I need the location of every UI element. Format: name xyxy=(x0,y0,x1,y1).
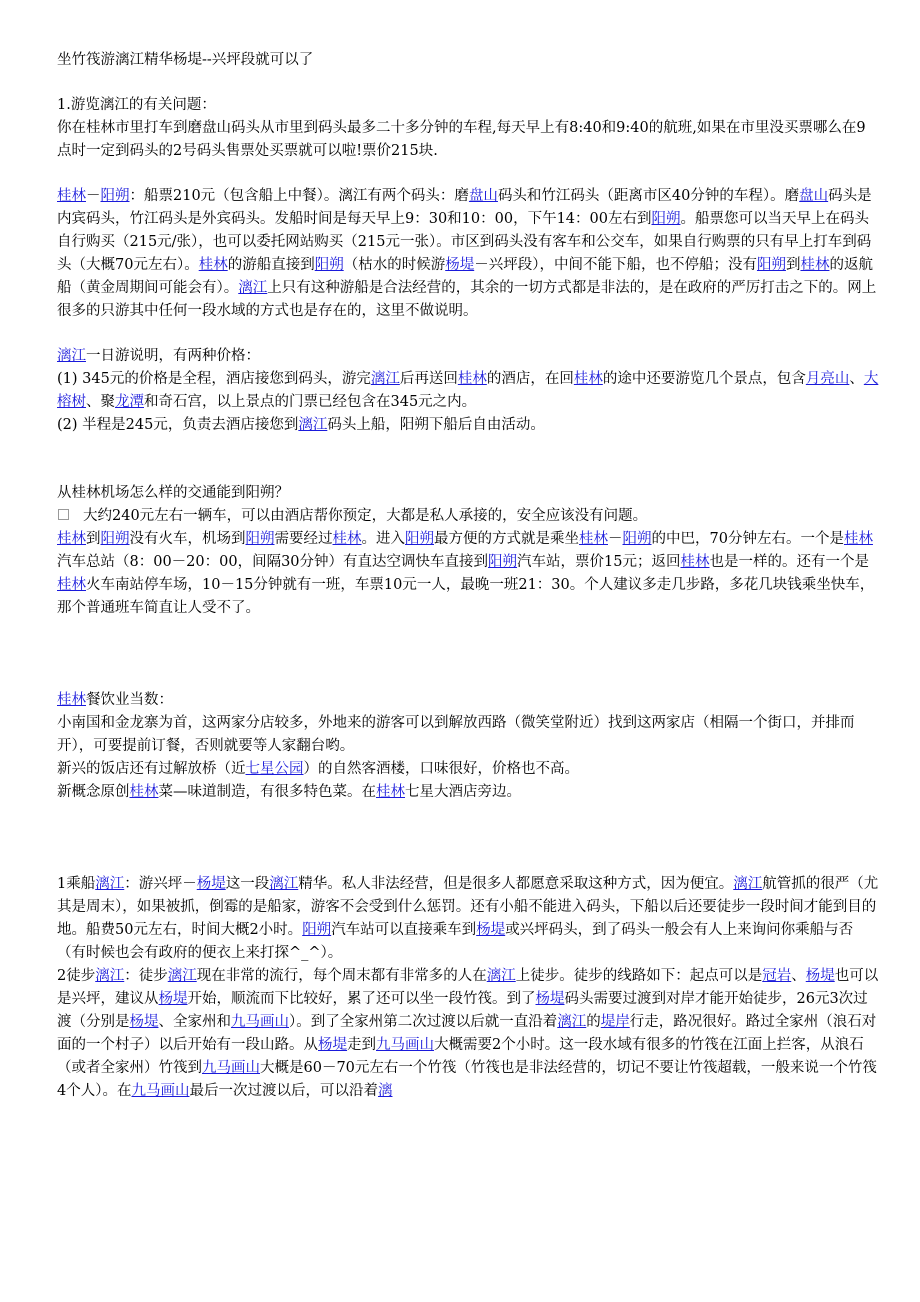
inline-link[interactable]: 桂林 xyxy=(57,531,86,547)
inline-link[interactable]: 阳朔 xyxy=(100,188,130,204)
text-run: 没有火车，机场到 xyxy=(129,531,246,547)
section3-item-1 xyxy=(57,368,879,414)
text-run: 1乘船 xyxy=(57,876,96,892)
text-run: (2) 半程是245元，负责去酒店接您到 xyxy=(57,417,299,433)
inline-link[interactable]: 九马画山 xyxy=(202,1060,260,1076)
inline-link[interactable]: 桂林 xyxy=(198,257,228,273)
inline-link[interactable]: 桂林 xyxy=(573,371,603,387)
text-run: 、 xyxy=(849,371,864,387)
text-run: 最后一次过渡以后，可以沿着 xyxy=(189,1083,378,1099)
text-run: 开始，顺流而下比较好，累了还可以坐一段竹筏。到了 xyxy=(187,991,536,1007)
inline-link[interactable]: 杨堤 xyxy=(196,876,226,892)
inline-link[interactable]: 漓江 xyxy=(733,876,763,892)
inline-link[interactable]: 桂林 xyxy=(57,692,86,708)
text-run: 。船票您可以当天早上在码头自行购买（215元/张），也可以委托网站购买（215元一张）。市区到码头没有客车和公交车，如果自行购票的只有早上打车到码头（大概70元左右）。 xyxy=(57,211,872,273)
inline-link[interactable]: 阳朔 xyxy=(302,922,332,938)
document-page xyxy=(57,49,879,1103)
inline-link[interactable]: 桂林 xyxy=(579,531,608,547)
text-run: 餐饮业当数： xyxy=(86,692,173,708)
inline-link[interactable]: 九马画山 xyxy=(231,1014,289,1030)
text-run: 到 xyxy=(86,531,101,547)
inline-link[interactable]: 阳朔 xyxy=(100,531,130,547)
inline-link[interactable]: 阳朔 xyxy=(314,257,344,273)
text-run: 汽车总站（8：00－20：00，间隔30分钟）有直达空调快车直接到 xyxy=(57,554,489,570)
section4-bullet xyxy=(57,505,879,528)
text-run: 七星大酒店旁边。 xyxy=(405,784,521,800)
text-run: 的游船直接到 xyxy=(227,257,315,273)
inline-link[interactable]: 桂林 xyxy=(843,531,873,547)
text-run: 码头和竹江码头（距离市区40分钟的车程）。磨 xyxy=(497,188,800,204)
inline-link[interactable]: 阳朔 xyxy=(622,531,652,547)
inline-link[interactable]: 漓江 xyxy=(238,280,268,296)
text-run: 航管抓的很严（尤其是周末），如果被抓，倒霉的是船家，游客不会受到什么惩罚。还有小船不能进入码头，下船以后还要徒步一段时间才能到目的地。船费50元左右，时间大概2小时。 xyxy=(57,876,879,938)
text-run: 码头是内宾码头，竹江码头是外宾码头。发船时间是每天早上9：30和10：00，下午14：00左右到 xyxy=(57,188,872,227)
inline-link[interactable]: 漓江 xyxy=(95,968,125,984)
inline-link[interactable]: 月亮山 xyxy=(805,371,850,387)
inline-link[interactable]: 漓江 xyxy=(370,371,400,387)
inline-link[interactable]: 漓江 xyxy=(95,876,125,892)
inline-link[interactable]: 杨堤 xyxy=(476,922,506,938)
text-run: 。进入 xyxy=(361,531,405,547)
text-run: 这一段 xyxy=(225,876,270,892)
text-run: 上徒步。徒步的线路如下：起点可以是 xyxy=(515,968,763,984)
text-run: 、 xyxy=(791,968,806,984)
text-run: 也是一样的。还有一个是 xyxy=(709,554,869,570)
section3-item-2 xyxy=(57,414,879,437)
text-run: － xyxy=(608,531,623,547)
inline-link[interactable]: 漓江 xyxy=(57,348,86,364)
inline-link[interactable]: 桂林 xyxy=(680,554,710,570)
text-run: 的返航船（黄金周期间可能会有）。 xyxy=(57,257,873,296)
text-run: 的途中还要游览几个景点，包含 xyxy=(602,371,806,387)
section2-paragraph xyxy=(57,185,879,323)
text-run: （枯水的时候游 xyxy=(343,257,446,273)
inline-link[interactable]: 桂林 xyxy=(57,577,86,593)
section4-heading: 从桂林机场怎么样的交通能到阳朔？ xyxy=(57,485,289,501)
text-run: 或兴坪码头，到了码头一般会有人上来询问你乘船与否（有时候也会有政府的便衣上来打探^_^）。 xyxy=(57,922,854,961)
text-run: 、全家州和 xyxy=(158,1014,231,1030)
inline-link[interactable]: 杨堤 xyxy=(445,257,475,273)
inline-link[interactable]: 盘山 xyxy=(799,188,829,204)
inline-link[interactable]: 漓江 xyxy=(557,1014,587,1030)
text-run: ）的自然客酒楼，口味很好，价格也不高。 xyxy=(303,761,579,777)
inline-link[interactable]: 杨堤 xyxy=(129,1014,159,1030)
text-run: 行走，路况很好。路过全家州（浪石对面的一个村子）以后开始有一段山路。从 xyxy=(57,1014,877,1053)
inline-link[interactable]: 杨堤 xyxy=(318,1037,347,1053)
text-run: 精华。私人非法经营，但是很多人都愿意采取这种方式，因为便宜。 xyxy=(298,876,734,892)
inline-link[interactable]: 盘山 xyxy=(468,188,498,204)
section6-paragraph-2 xyxy=(57,965,879,1103)
inline-link[interactable]: 阳朔 xyxy=(756,257,786,273)
inline-link[interactable]: 阳朔 xyxy=(651,211,681,227)
text-run: 也可以是兴坪，建议从 xyxy=(57,968,879,1007)
text-run: 一日游说明，有两种价格： xyxy=(86,348,260,364)
text-run: ：船票210元（包含船上中餐）。漓江有两个码头：磨 xyxy=(129,188,469,204)
text-run: 的中巴，70分钟左右。一个是 xyxy=(651,531,844,547)
inline-link[interactable]: 桂林 xyxy=(376,784,405,800)
text-run: 新概念原创 xyxy=(57,784,130,800)
inline-link[interactable]: 桂林 xyxy=(57,188,86,204)
section5-heading xyxy=(57,689,879,712)
inline-link[interactable]: 阳朔 xyxy=(405,531,434,547)
text-run: 的 xyxy=(586,1014,601,1030)
text-run: (1) 345元的价格是全程，酒店接您到码头，游完 xyxy=(57,371,371,387)
inline-link[interactable]: 杨堤 xyxy=(535,991,565,1007)
text-run: ：游兴坪－ xyxy=(124,876,197,892)
page-title: 坐竹筏游漓江精华杨堤--兴坪段就可以了 xyxy=(57,52,314,68)
text-run: 大概需要2个小时。这一段水域有很多的竹筏在江面上拦客，从浪石（或者全家州）竹筏到 xyxy=(57,1037,864,1076)
inline-link[interactable]: 龙潭 xyxy=(115,394,144,410)
inline-link[interactable]: 冠岩 xyxy=(762,968,792,984)
text-run: 到 xyxy=(785,257,801,273)
text-run: 大概是60－70元左右一个竹筏（竹筏也是非法经营的，切记不要让竹筏超载，一般来说一个竹筏4个人）。在 xyxy=(57,1060,877,1099)
section5-paragraph-3 xyxy=(57,781,879,804)
inline-link[interactable]: 七星公园 xyxy=(245,761,304,777)
section4-paragraph xyxy=(57,528,879,620)
section5-paragraph-1: 小南国和金龙寨为首，这两家分店较多，外地来的游客可以到解放西路（微笑堂附近）找到这两家店（相隔一个街口，并排而开），可要提前订餐，否则就要等人家翻台哟。 xyxy=(57,715,855,754)
section5-paragraph-2 xyxy=(57,758,879,781)
section1-heading: 1.游览漓江的有关问题： xyxy=(57,97,216,113)
text-run: 的酒店，在回 xyxy=(486,371,574,387)
inline-link[interactable]: 堤岸 xyxy=(600,1014,630,1030)
text-run: 汽车站可以直接乘车到 xyxy=(331,922,477,938)
inline-link[interactable]: 漓江 xyxy=(167,968,197,984)
text-run: 最方便的方式就是乘坐 xyxy=(434,531,579,547)
text-run: － xyxy=(86,188,101,204)
text-run: 上只有这种游船是合法经营的，其余的一切方式都是非法的，是在政府的严厉打击之下的。网上很多的只游其中任何一段水域的方式也是存在的，这里不做说明。 xyxy=(57,280,877,319)
text-run: 走到 xyxy=(347,1037,376,1053)
text-run: －兴坪段），中间不能下船，也不停船；没有 xyxy=(474,257,757,273)
text-run: 菜—味道制造，有很多特色菜。在 xyxy=(158,784,376,800)
inline-link[interactable]: 杨堤 xyxy=(805,968,835,984)
text-run: 需要经过 xyxy=(274,531,333,547)
inline-link[interactable]: 九马画山 xyxy=(131,1083,190,1099)
inline-link[interactable]: 漓 xyxy=(377,1083,393,1099)
section6-paragraph-1 xyxy=(57,873,879,965)
inline-link[interactable]: 阳朔 xyxy=(245,531,275,547)
text-run: ）。到了全家州第二次过渡以后就一直沿着 xyxy=(289,1014,558,1030)
inline-link[interactable]: 九马画山 xyxy=(376,1037,434,1053)
text-run: 和奇石宫，以上景点的门票已经包含在345元之内。 xyxy=(144,394,477,410)
inline-link[interactable]: 漓江 xyxy=(486,968,516,984)
text-run: 汽车站，票价15元；返回 xyxy=(517,554,681,570)
section3-heading xyxy=(57,345,879,368)
text-run: 、聚 xyxy=(86,394,115,410)
text-run: 后再送回 xyxy=(399,371,458,387)
text-run: 2徒步 xyxy=(57,968,96,984)
text-run: 码头需要过渡到对岸才能开始徒步，26元3次过渡（分别是 xyxy=(57,991,868,1030)
inline-link[interactable]: 桂林 xyxy=(129,784,159,800)
inline-link[interactable]: 桂林 xyxy=(457,371,487,387)
section4-bullet-text: 大约240元左右一辆车，可以由酒店帮你预定，大都是私人承接的，安全应该没有问题。 xyxy=(83,508,648,524)
text-run: 现在非常的流行，每个周末都有非常多的人在 xyxy=(196,968,487,984)
inline-link[interactable]: 桂林 xyxy=(332,531,362,547)
text-run: 新兴的饭店还有过解放桥（近 xyxy=(57,761,246,777)
inline-link[interactable]: 大榕树 xyxy=(57,371,879,410)
text-run: 码头上船，阳朔下船后自由活动。 xyxy=(327,417,545,433)
text-run: ：徒步 xyxy=(124,968,168,984)
inline-link[interactable]: 漓江 xyxy=(298,417,328,433)
text-run: 火车南站停车场，10－15分钟就有一班，车票10元一人，最晚一班21：30。个人建议多走几步路，多花几块钱乘坐快车，那个普通班车简直让人受不了。 xyxy=(57,577,875,616)
inline-link[interactable]: 桂林 xyxy=(800,257,830,273)
section1-paragraph: 你在桂林市里打车到磨盘山码头从市里到码头最多二十多分钟的车程,每天早上有8:40和9:40的航班,如果在市里没买票哪么在9点时一定到码头的2号码头售票处买票就可以啦!票价215块. xyxy=(57,120,866,159)
inline-link[interactable]: 杨堤 xyxy=(158,991,188,1007)
inline-link[interactable]: 阳朔 xyxy=(488,554,518,570)
inline-link[interactable]: 漓江 xyxy=(269,876,299,892)
bullet-square-icon xyxy=(58,509,69,520)
